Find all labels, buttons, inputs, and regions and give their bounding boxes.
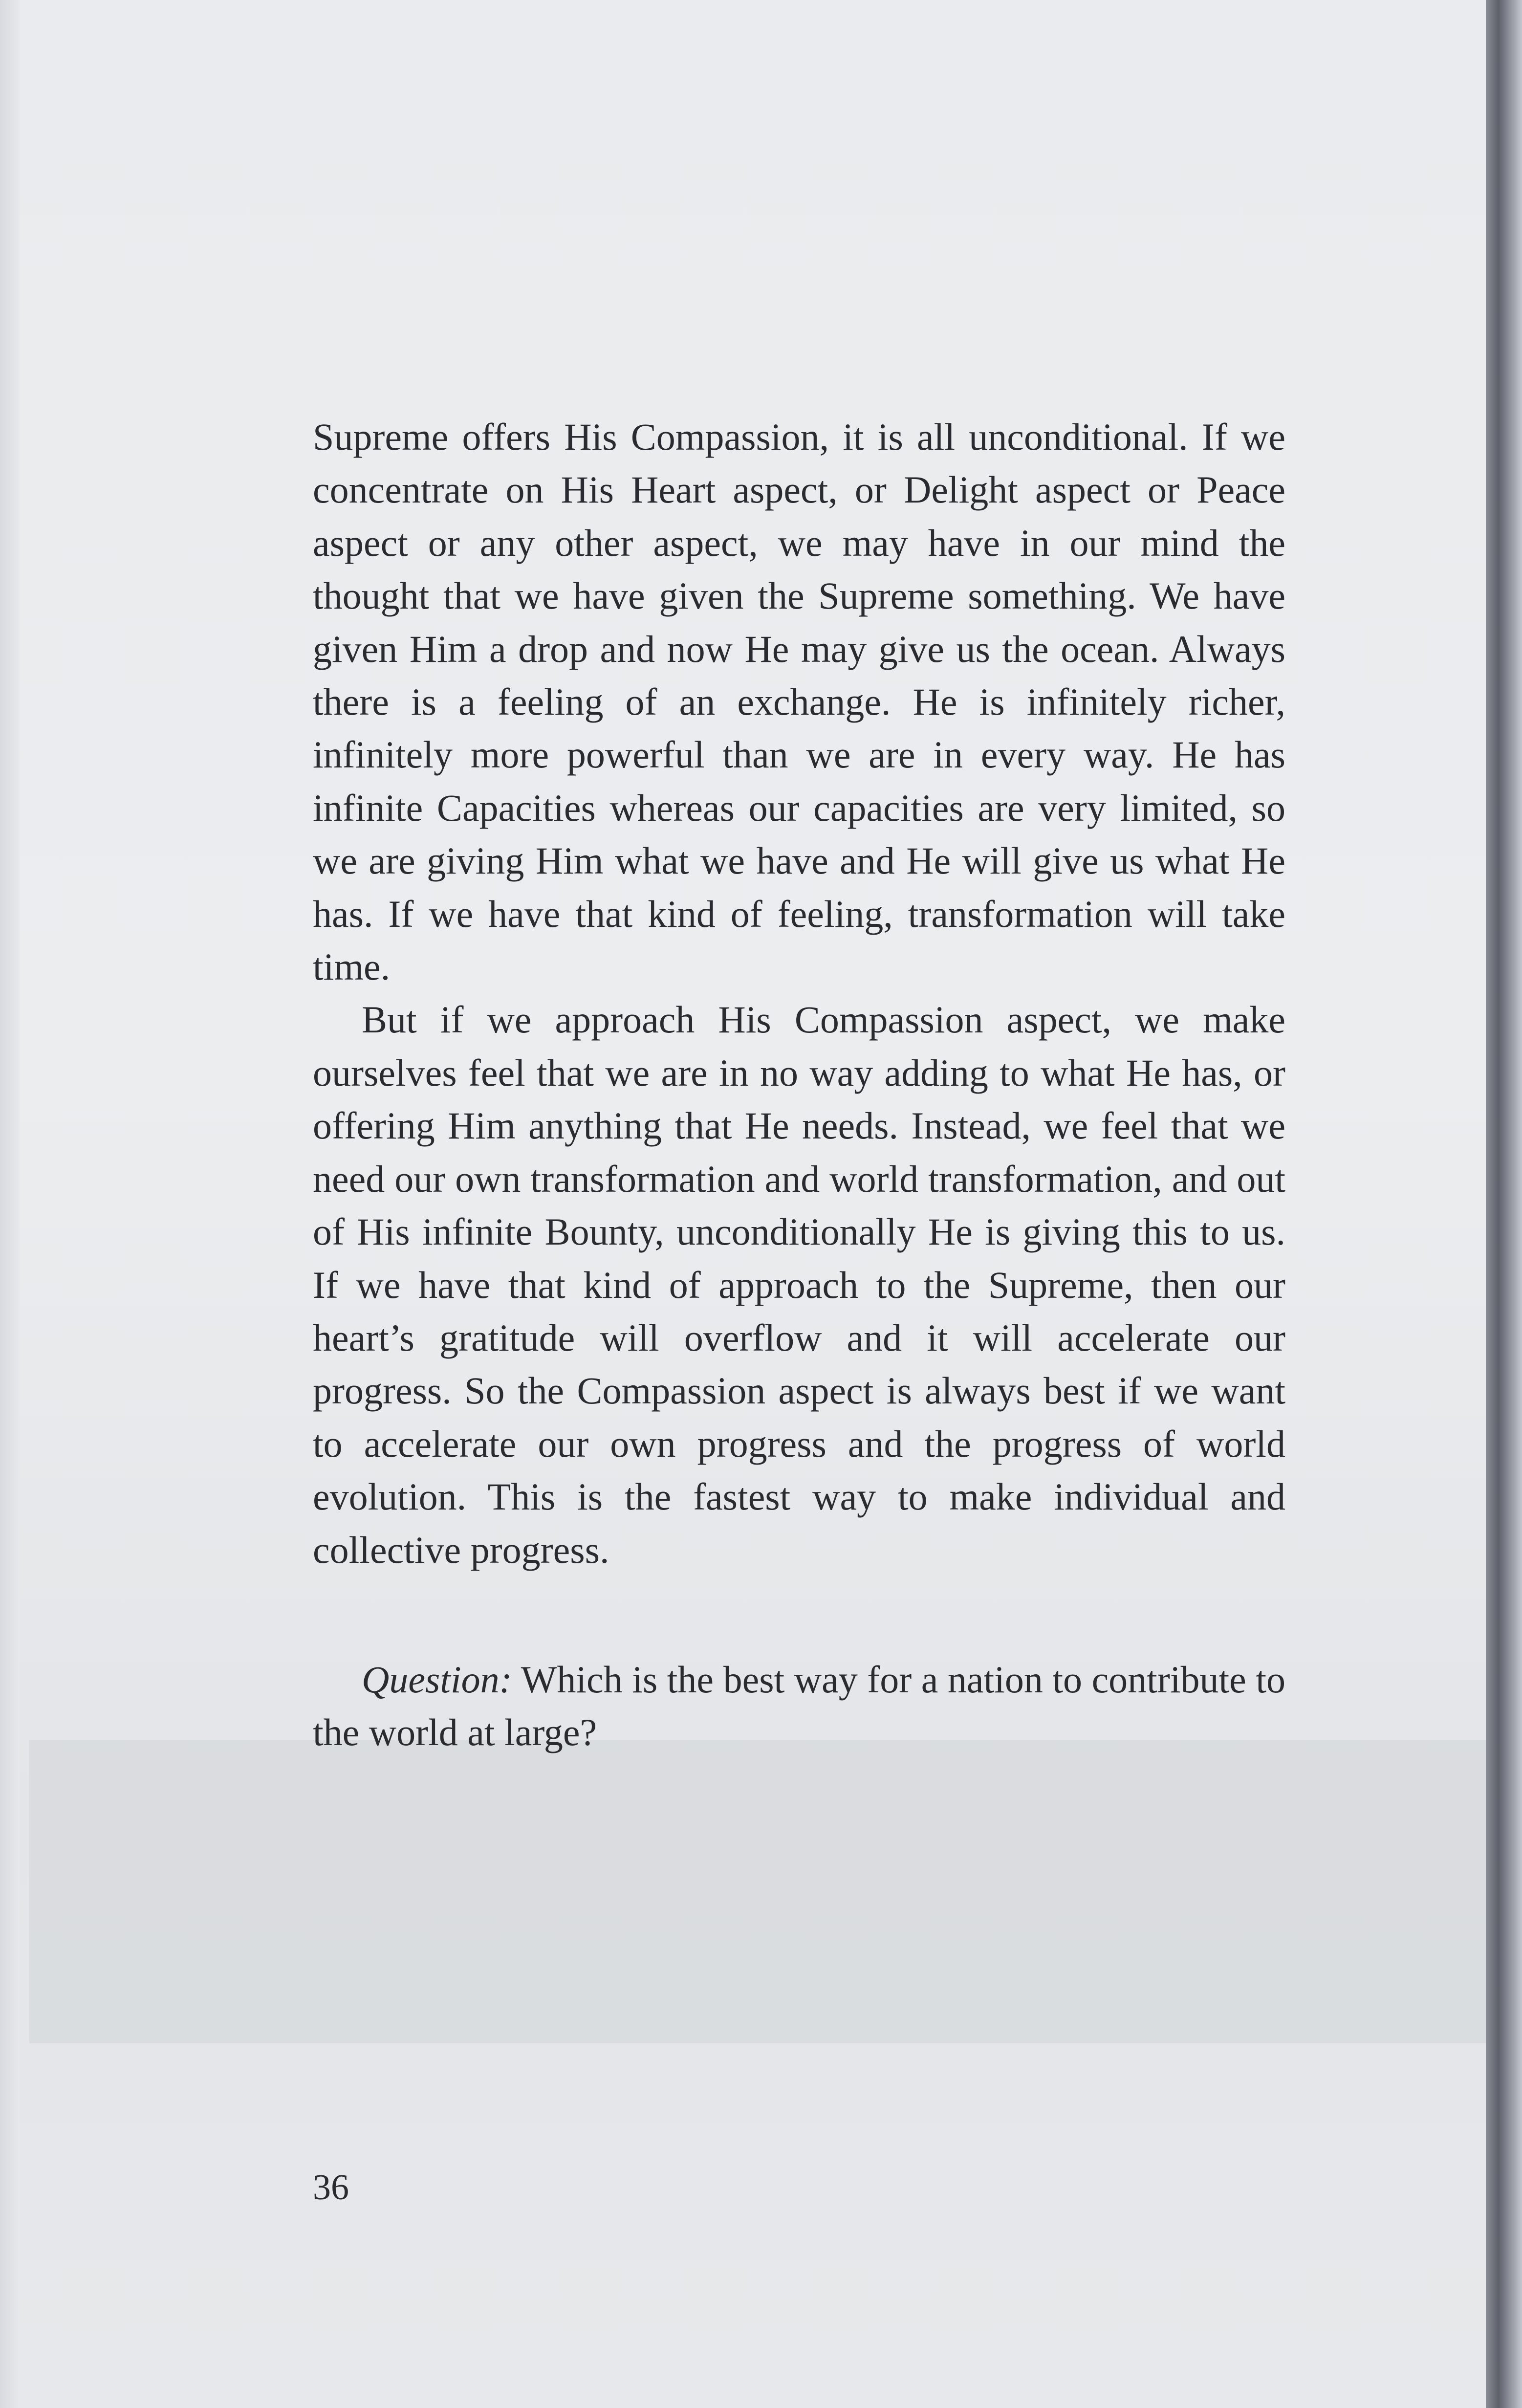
body-text [313, 411, 1285, 1759]
page-right-edge [1486, 0, 1522, 2408]
show-through-band [29, 1740, 1486, 2043]
question-label: Question: [362, 1658, 512, 1701]
paragraph-2: But if we approach His Compassion aspect, we make ourselves feel that we are in no way adding to what He has, or offering Him anything that He needs. Instead, we feel that we need our own transformation and world transformation, and out of His infinite Bounty, unconditionally He is giving this to us. If we have that kind of approach to the Supreme, then our heart’s gratitude will overflow and it will accelerate our progress. So the Compassion aspect is always best if we want to accelerate our own progress and the progress of world evolution. This is the fastest way to make individual and collective progress. [313, 998, 1285, 1571]
paragraph-1: Supreme offers His Compassion, it is all unconditional. If we concentrate on His Heart aspect, or Delight aspect or Peace aspect or any other aspect, we may have in our mind the thought that we have given the Supreme something. We have given Him a drop and now He may give us the ocean. Always there is a feeling of an exchange. He is infinitely richer, infinitely more powerful than we are in every way. He has infinite Capacities whereas our capacities are very limited, so we are giving Him what we have and He will give us what He has. If we have that kind of feeling, transformation will take time. [313, 416, 1285, 988]
question-text: Which is the best way for a nation to contribute to the world at large? [313, 1658, 1285, 1754]
page-number: 36 [313, 2167, 349, 2208]
page-left-edge [0, 0, 20, 2408]
question-paragraph [313, 1653, 1285, 1759]
